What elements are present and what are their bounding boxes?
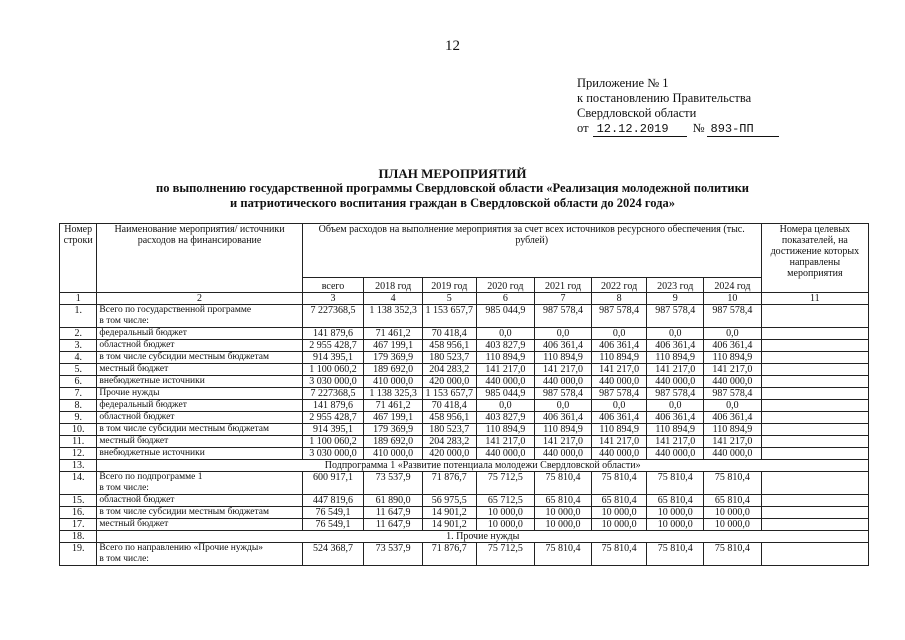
cell-y2022: 0,0 — [591, 400, 647, 412]
cell-y2019: 71 876,7 — [422, 472, 476, 495]
column-index: 8 — [591, 293, 647, 305]
cell-y2018: 11 647,9 — [364, 519, 423, 531]
cell-y2022: 110 894,9 — [591, 424, 647, 436]
row-name-line: местный бюджет — [99, 364, 169, 374]
row-name-line: федеральный бюджет — [99, 400, 187, 410]
header-2022: 2022 год — [591, 278, 647, 293]
cell-targets — [761, 328, 868, 340]
cell-y2018: 11 647,9 — [364, 507, 423, 519]
cell-y2019: 458 956,1 — [422, 412, 476, 424]
header-name: Наименование мероприятия/ источники расходов на финансирование — [97, 224, 302, 293]
row-number: 18. — [60, 531, 97, 543]
column-index: 7 — [535, 293, 592, 305]
cell-y2023: 110 894,9 — [647, 424, 704, 436]
cell-y2021: 65 810,4 — [535, 495, 592, 507]
header-2018: 2018 год — [364, 278, 423, 293]
cell-y2019: 1 153 657,7 — [422, 388, 476, 400]
cell-total: 76 549,1 — [302, 519, 364, 531]
cell-y2018: 179 369,9 — [364, 424, 423, 436]
cell-y2022: 75 810,4 — [591, 543, 647, 566]
cell-targets — [761, 448, 868, 460]
column-index: 4 — [364, 293, 423, 305]
cell-y2018: 410 000,0 — [364, 376, 423, 388]
cell-targets — [761, 364, 868, 376]
document-title — [0, 166, 905, 211]
cell-y2018: 467 199,1 — [364, 412, 423, 424]
row-name — [97, 400, 302, 412]
cell-targets — [761, 495, 868, 507]
cell-y2023: 10 000,0 — [647, 507, 704, 519]
header-2024: 2024 год — [704, 278, 762, 293]
column-index: 10 — [704, 293, 762, 305]
cell-y2022: 10 000,0 — [591, 519, 647, 531]
cell-total: 524 368,7 — [302, 543, 364, 566]
cell-total: 7 227368,5 — [302, 388, 364, 400]
cell-y2021: 0,0 — [535, 328, 592, 340]
cell-y2024: 440 000,0 — [704, 448, 762, 460]
header-volume: Объем расходов на выполнение мероприятия за счет всех источников ресурсного обеспечения (тыс. рублей) — [302, 224, 761, 278]
row-name-line: внебюджетные источники — [99, 448, 205, 458]
cell-total: 2 955 428,7 — [302, 412, 364, 424]
table-row — [60, 305, 869, 328]
cell-y2018: 73 537,9 — [364, 543, 423, 566]
cell-y2021: 0,0 — [535, 400, 592, 412]
cell-y2023: 406 361,4 — [647, 412, 704, 424]
cell-y2018: 73 537,9 — [364, 472, 423, 495]
cell-y2022: 141 217,0 — [591, 436, 647, 448]
cell-total: 76 549,1 — [302, 507, 364, 519]
row-name — [97, 305, 302, 328]
table-row — [60, 436, 869, 448]
cell-y2020: 440 000,0 — [476, 376, 535, 388]
cell-y2018: 71 461,2 — [364, 400, 423, 412]
cell-y2018: 1 138 325,3 — [364, 388, 423, 400]
row-name-line: областной бюджет — [99, 495, 175, 505]
cell-y2021: 110 894,9 — [535, 352, 592, 364]
table-row — [60, 472, 869, 495]
row-name — [97, 364, 302, 376]
table-row — [60, 340, 869, 352]
row-number: 6. — [60, 376, 97, 388]
appendix-line-1: Приложение № 1 — [577, 76, 669, 90]
cell-total: 7 227368,5 — [302, 305, 364, 328]
column-index: 5 — [422, 293, 476, 305]
row-name — [97, 376, 302, 388]
cell-targets — [761, 376, 868, 388]
cell-total: 600 917,1 — [302, 472, 364, 495]
cell-total: 141 879,6 — [302, 328, 364, 340]
cell-y2022: 406 361,4 — [591, 412, 647, 424]
cell-y2024: 75 810,4 — [704, 472, 762, 495]
row-name-line: местный бюджет — [99, 519, 169, 529]
table-row — [60, 495, 869, 507]
row-name-line: Всего по подпрограмме 1 — [99, 472, 203, 482]
cell-y2023: 987 578,4 — [647, 305, 704, 328]
resolution-date-number — [577, 121, 779, 137]
plan-table — [59, 223, 869, 566]
cell-y2019: 70 418,4 — [422, 328, 476, 340]
cell-y2024: 406 361,4 — [704, 340, 762, 352]
cell-targets — [761, 400, 868, 412]
header-total: всего — [302, 278, 364, 293]
row-number: 13. — [60, 460, 97, 472]
row-number: 1. — [60, 305, 97, 328]
table-row — [60, 364, 869, 376]
cell-y2021: 987 578,4 — [535, 305, 592, 328]
row-name — [97, 543, 302, 566]
cell-y2020: 403 827,9 — [476, 340, 535, 352]
cell-y2020: 403 827,9 — [476, 412, 535, 424]
table-row — [60, 448, 869, 460]
cell-y2020: 10 000,0 — [476, 507, 535, 519]
row-name — [97, 412, 302, 424]
cell-y2021: 440 000,0 — [535, 376, 592, 388]
cell-y2024: 10 000,0 — [704, 507, 762, 519]
cell-y2022: 75 810,4 — [591, 472, 647, 495]
cell-y2024: 110 894,9 — [704, 424, 762, 436]
cell-y2019: 420 000,0 — [422, 448, 476, 460]
cell-total: 141 879,6 — [302, 400, 364, 412]
cell-y2021: 75 810,4 — [535, 472, 592, 495]
cell-y2024: 10 000,0 — [704, 519, 762, 531]
table-row — [60, 328, 869, 340]
row-name-line: федеральный бюджет — [99, 328, 187, 338]
cell-y2023: 440 000,0 — [647, 448, 704, 460]
cell-y2020: 985 044,9 — [476, 388, 535, 400]
cell-y2022: 987 578,4 — [591, 388, 647, 400]
cell-y2021: 110 894,9 — [535, 424, 592, 436]
row-number: 9. — [60, 412, 97, 424]
cell-y2023: 141 217,0 — [647, 436, 704, 448]
cell-y2020: 75 712,5 — [476, 543, 535, 566]
cell-y2022: 440 000,0 — [591, 376, 647, 388]
cell-y2024: 65 810,4 — [704, 495, 762, 507]
row-number: 16. — [60, 507, 97, 519]
column-index-row — [60, 293, 869, 305]
cell-y2019: 1 153 657,7 — [422, 305, 476, 328]
row-number: 17. — [60, 519, 97, 531]
row-name-line: внебюджетные источники — [99, 376, 205, 386]
header-targets: Номера целевых показателей, на достижение которых направлены мероприятия — [761, 224, 868, 293]
cell-y2019: 56 975,5 — [422, 495, 476, 507]
row-name — [97, 388, 302, 400]
cell-y2022: 110 894,9 — [591, 352, 647, 364]
cell-y2020: 110 894,9 — [476, 352, 535, 364]
row-name — [97, 340, 302, 352]
cell-targets — [761, 519, 868, 531]
column-index: 3 — [302, 293, 364, 305]
cell-y2018: 61 890,0 — [364, 495, 423, 507]
cell-y2023: 110 894,9 — [647, 352, 704, 364]
header-2019: 2019 год — [422, 278, 476, 293]
table-row — [60, 543, 869, 566]
row-name-line: в том числе субсидии местным бюджетам — [99, 424, 270, 434]
row-name — [97, 436, 302, 448]
cell-y2023: 10 000,0 — [647, 519, 704, 531]
row-number: 14. — [60, 472, 97, 495]
row-name — [97, 448, 302, 460]
cell-y2020: 141 217,0 — [476, 364, 535, 376]
column-index: 1 — [60, 293, 97, 305]
row-name — [97, 424, 302, 436]
cell-y2019: 180 523,7 — [422, 352, 476, 364]
table-row — [60, 388, 869, 400]
cell-y2019: 180 523,7 — [422, 424, 476, 436]
cell-y2019: 14 901,2 — [422, 519, 476, 531]
date-prefix: от — [577, 121, 589, 135]
cell-targets — [761, 543, 868, 566]
header-2020: 2020 год — [476, 278, 535, 293]
cell-y2024: 0,0 — [704, 400, 762, 412]
cell-total: 2 955 428,7 — [302, 340, 364, 352]
column-index: 2 — [97, 293, 302, 305]
cell-y2022: 440 000,0 — [591, 448, 647, 460]
number-prefix: № — [692, 121, 705, 135]
row-name-line: Прочие нужды — [99, 388, 160, 398]
cell-y2022: 10 000,0 — [591, 507, 647, 519]
table-row — [60, 424, 869, 436]
cell-y2018: 1 138 352,3 — [364, 305, 423, 328]
cell-y2020: 985 044,9 — [476, 305, 535, 328]
cell-y2020: 10 000,0 — [476, 519, 535, 531]
cell-total: 914 395,1 — [302, 352, 364, 364]
row-number: 11. — [60, 436, 97, 448]
cell-y2024: 141 217,0 — [704, 364, 762, 376]
cell-y2019: 204 283,2 — [422, 364, 476, 376]
section-header: 1. Прочие нужды — [97, 531, 869, 543]
row-number: 15. — [60, 495, 97, 507]
cell-y2019: 204 283,2 — [422, 436, 476, 448]
table-row — [60, 400, 869, 412]
cell-y2023: 406 361,4 — [647, 340, 704, 352]
table-row — [60, 507, 869, 519]
table-row — [60, 531, 869, 543]
appendix-line-2: к постановлению Правительства — [577, 91, 752, 105]
appendix-block — [577, 76, 779, 137]
cell-y2022: 141 217,0 — [591, 364, 647, 376]
cell-y2023: 440 000,0 — [647, 376, 704, 388]
cell-y2023: 141 217,0 — [647, 364, 704, 376]
cell-y2020: 110 894,9 — [476, 424, 535, 436]
cell-y2024: 440 000,0 — [704, 376, 762, 388]
resolution-number: 893-ПП — [707, 123, 779, 137]
cell-total: 914 395,1 — [302, 424, 364, 436]
cell-targets — [761, 424, 868, 436]
row-name — [97, 328, 302, 340]
cell-y2024: 987 578,4 — [704, 388, 762, 400]
cell-y2021: 141 217,0 — [535, 364, 592, 376]
row-number: 10. — [60, 424, 97, 436]
row-number: 3. — [60, 340, 97, 352]
cell-y2021: 75 810,4 — [535, 543, 592, 566]
column-index: 9 — [647, 293, 704, 305]
cell-y2021: 10 000,0 — [535, 519, 592, 531]
section-header: Подпрограмма 1 «Развитие потенциала молодежи Свердловской области» — [97, 460, 869, 472]
cell-y2021: 10 000,0 — [535, 507, 592, 519]
row-name-line: областной бюджет — [99, 340, 175, 350]
row-number: 19. — [60, 543, 97, 566]
row-name — [97, 507, 302, 519]
cell-y2019: 14 901,2 — [422, 507, 476, 519]
row-name — [97, 472, 302, 495]
cell-y2018: 179 369,9 — [364, 352, 423, 364]
cell-targets — [761, 472, 868, 495]
cell-y2020: 75 712,5 — [476, 472, 535, 495]
row-number: 5. — [60, 364, 97, 376]
cell-y2019: 458 956,1 — [422, 340, 476, 352]
cell-y2024: 0,0 — [704, 328, 762, 340]
appendix-line-3: Свердловской области — [577, 106, 697, 120]
cell-targets — [761, 388, 868, 400]
cell-y2018: 467 199,1 — [364, 340, 423, 352]
cell-total: 3 030 000,0 — [302, 376, 364, 388]
cell-y2020: 0,0 — [476, 328, 535, 340]
cell-targets — [761, 507, 868, 519]
resolution-date: 12.12.2019 — [593, 123, 687, 137]
row-name-line: в том числе субсидии местным бюджетам — [99, 352, 270, 362]
cell-total: 3 030 000,0 — [302, 448, 364, 460]
row-name-line: Всего по государственной программе — [99, 305, 252, 315]
row-number: 2. — [60, 328, 97, 340]
cell-y2024: 75 810,4 — [704, 543, 762, 566]
row-number: 7. — [60, 388, 97, 400]
cell-y2022: 65 810,4 — [591, 495, 647, 507]
title-line-3: и патриотического воспитания граждан в Свердловской области до 2024 года» — [230, 196, 675, 210]
table-row — [60, 352, 869, 364]
cell-y2020: 0,0 — [476, 400, 535, 412]
cell-y2022: 406 361,4 — [591, 340, 647, 352]
row-name-note: в том числе: — [99, 554, 149, 564]
row-name — [97, 519, 302, 531]
cell-y2024: 141 217,0 — [704, 436, 762, 448]
cell-y2023: 75 810,4 — [647, 472, 704, 495]
cell-y2020: 440 000,0 — [476, 448, 535, 460]
cell-y2018: 189 692,0 — [364, 364, 423, 376]
row-name-note: в том числе: — [99, 483, 149, 493]
page-number: 12 — [445, 38, 460, 54]
cell-y2018: 189 692,0 — [364, 436, 423, 448]
cell-targets — [761, 352, 868, 364]
table-row — [60, 460, 869, 472]
cell-targets — [761, 436, 868, 448]
cell-total: 447 819,6 — [302, 495, 364, 507]
cell-y2024: 406 361,4 — [704, 412, 762, 424]
table-row — [60, 519, 869, 531]
cell-y2020: 141 217,0 — [476, 436, 535, 448]
cell-targets — [761, 412, 868, 424]
title-line-1: ПЛАН МЕРОПРИЯТИЙ — [378, 166, 527, 181]
cell-y2023: 0,0 — [647, 400, 704, 412]
column-index: 11 — [761, 293, 868, 305]
row-name-line: Всего по направлению «Прочие нужды» — [99, 543, 264, 553]
cell-y2023: 987 578,4 — [647, 388, 704, 400]
cell-y2021: 440 000,0 — [535, 448, 592, 460]
cell-y2021: 141 217,0 — [535, 436, 592, 448]
table-row — [60, 376, 869, 388]
cell-y2024: 110 894,9 — [704, 352, 762, 364]
row-name-line: областной бюджет — [99, 412, 175, 422]
cell-y2023: 0,0 — [647, 328, 704, 340]
cell-y2022: 987 578,4 — [591, 305, 647, 328]
plan-table-body — [60, 305, 869, 566]
cell-y2018: 71 461,2 — [364, 328, 423, 340]
row-name — [97, 352, 302, 364]
row-name-line: в том числе субсидии местным бюджетам — [99, 507, 270, 517]
cell-y2024: 987 578,4 — [704, 305, 762, 328]
cell-y2023: 75 810,4 — [647, 543, 704, 566]
cell-y2022: 0,0 — [591, 328, 647, 340]
cell-y2019: 70 418,4 — [422, 400, 476, 412]
table-row — [60, 412, 869, 424]
cell-y2023: 65 810,4 — [647, 495, 704, 507]
cell-total: 1 100 060,2 — [302, 436, 364, 448]
row-name — [97, 495, 302, 507]
cell-y2021: 406 361,4 — [535, 412, 592, 424]
row-number: 4. — [60, 352, 97, 364]
row-number: 8. — [60, 400, 97, 412]
cell-y2020: 65 712,5 — [476, 495, 535, 507]
header-2021: 2021 год — [535, 278, 592, 293]
cell-y2021: 987 578,4 — [535, 388, 592, 400]
header-2023: 2023 год — [647, 278, 704, 293]
row-number: 12. — [60, 448, 97, 460]
row-name-line: местный бюджет — [99, 436, 169, 446]
column-index: 6 — [476, 293, 535, 305]
title-line-2: по выполнению государственной программы Свердловской области «Реализация молодежной политики — [156, 181, 749, 195]
header-row-number: Номер строки — [60, 224, 97, 293]
cell-targets — [761, 305, 868, 328]
cell-targets — [761, 340, 868, 352]
cell-y2018: 410 000,0 — [364, 448, 423, 460]
cell-y2019: 71 876,7 — [422, 543, 476, 566]
cell-y2019: 420 000,0 — [422, 376, 476, 388]
row-name-note: в том числе: — [99, 316, 149, 326]
cell-y2021: 406 361,4 — [535, 340, 592, 352]
cell-total: 1 100 060,2 — [302, 364, 364, 376]
